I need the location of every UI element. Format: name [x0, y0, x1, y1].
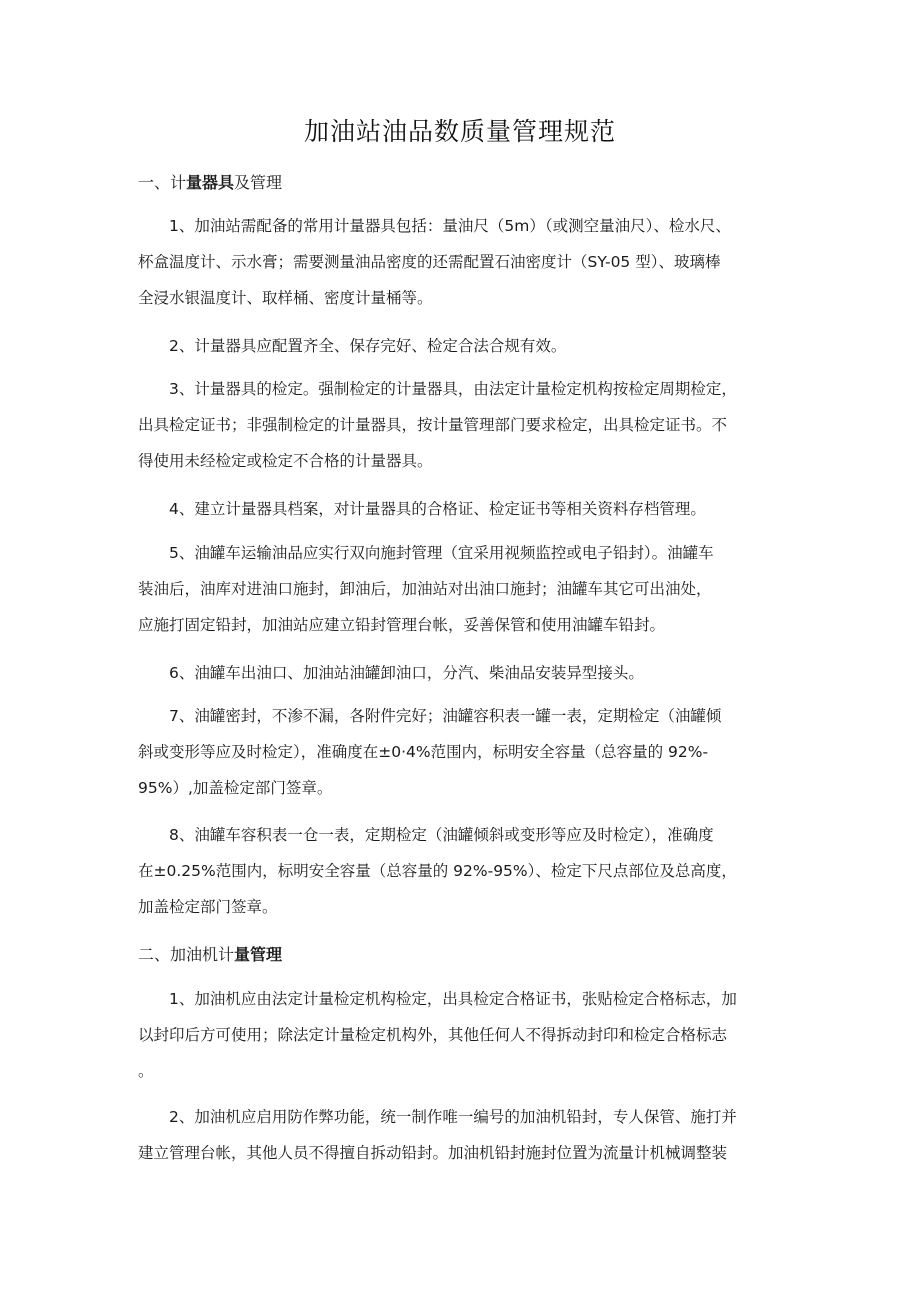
- section-1-heading-suffix: 及管理: [234, 173, 283, 192]
- paragraph-line: 4、建立计量器具档案，对计量器具的合格证、检定证书等相关资料存档管理。: [169, 500, 706, 518]
- paragraph-line: 以封印后方可使用；除法定计量检定机构外，其他任何人不得拆动封印和检定合格标志: [138, 1026, 728, 1044]
- section-2-item-2: [138, 1099, 798, 1171]
- paragraph-line: 出具检定证书；非强制检定的计量器具，按计量管理部门要求检定，出具检定证书。不: [138, 416, 728, 434]
- document-title: 加油站油品数质量管理规范: [303, 117, 616, 146]
- paragraph-line: 装油后，油库对进油口施封，卸油后，加油站对出油口施封；油罐车其它可出油处，: [138, 580, 712, 598]
- paragraph-line: 6、油罐车出油口、加油站油罐卸油口，分汽、柴油品安装异型接头。: [169, 664, 644, 682]
- section-1-item-7: [138, 698, 798, 806]
- section-2-heading-prefix: 二、加油机计: [138, 945, 235, 964]
- paragraph-line: 全浸水银温度计、取样桶、密度计量桶等。: [138, 289, 433, 307]
- section-1-item-8: [138, 817, 798, 925]
- section-1-item-3: [138, 371, 798, 479]
- section-1-item-5: [138, 535, 798, 643]
- section-2-item-1: [138, 981, 798, 1089]
- section-1-item-1: [138, 208, 798, 316]
- section-1-item-6: [138, 655, 798, 691]
- section-1-heading-bold: 量器具: [186, 173, 235, 192]
- paragraph-line: 1、加油机应由法定计量检定机构检定，出具检定合格证书，张贴检定合格标志，加: [169, 990, 737, 1008]
- paragraph-line: 应施打固定铅封，加油站应建立铅封管理台帐，妥善保管和使用油罐车铅封。: [138, 616, 666, 634]
- paragraph-line: 斜或变形等应及时检定），准确度在±0·4%范围内，标明安全容量（总容量的 92%-: [138, 743, 709, 761]
- section-2-heading: [138, 942, 282, 965]
- paragraph-line: 得使用未经检定或检定不合格的计量器具。: [138, 452, 433, 470]
- paragraph-line: 2、加油机应启用防作弊功能，统一制作唯一编号的加油机铅封，专人保管、施打并: [169, 1108, 737, 1126]
- paragraph-line: 3、计量器具的检定。强制检定的计量器具，由法定计量检定机构按检定周期检定，: [169, 380, 737, 398]
- paragraph-line: 。: [138, 1062, 154, 1080]
- section-1-heading: [138, 170, 282, 193]
- section-1-heading-prefix: 一、计: [138, 173, 187, 192]
- section-1-item-4: [138, 491, 798, 527]
- paragraph-line: 2、计量器具应配置齐全、保存完好、检定合法合规有效。: [169, 337, 567, 355]
- section-1-item-2: [138, 328, 798, 364]
- paragraph-line: 8、油罐车容积表一仓一表，定期检定（油罐倾斜或变形等应及时检定），准确度: [169, 826, 714, 844]
- paragraph-line: 1、加油站需配备的常用计量器具包括：量油尺（5m）（或测空量油尺）、检水尺、: [169, 217, 731, 235]
- paragraph-line: 在±0.25%范围内，标明安全容量（总容量的 92%-95%）、检定下尺点部位及总高度，: [138, 862, 737, 880]
- paragraph-line: 建立管理台帐，其他人员不得擅自拆动铅封。加油机铅封施封位置为流量计机械调整装: [138, 1144, 728, 1162]
- paragraph-line: 7、油罐密封，不渗不漏，各附件完好；油罐容积表一罐一表，定期检定（油罐倾: [169, 707, 722, 725]
- paragraph-line: 加盖检定部门签章。: [138, 898, 278, 916]
- paragraph-line: 5、油罐车运输油品应实行双向施封管理（宜采用视频监控或电子铅封）。油罐车: [169, 544, 714, 562]
- paragraph-line: 95%）,加盖检定部门签章。: [138, 779, 333, 797]
- section-2-heading-bold: 量管理: [234, 945, 283, 964]
- paragraph-line: 杯盒温度计、示水膏；需要测量油品密度的还需配置石油密度计（SY-05 型）、玻璃棒: [138, 253, 721, 271]
